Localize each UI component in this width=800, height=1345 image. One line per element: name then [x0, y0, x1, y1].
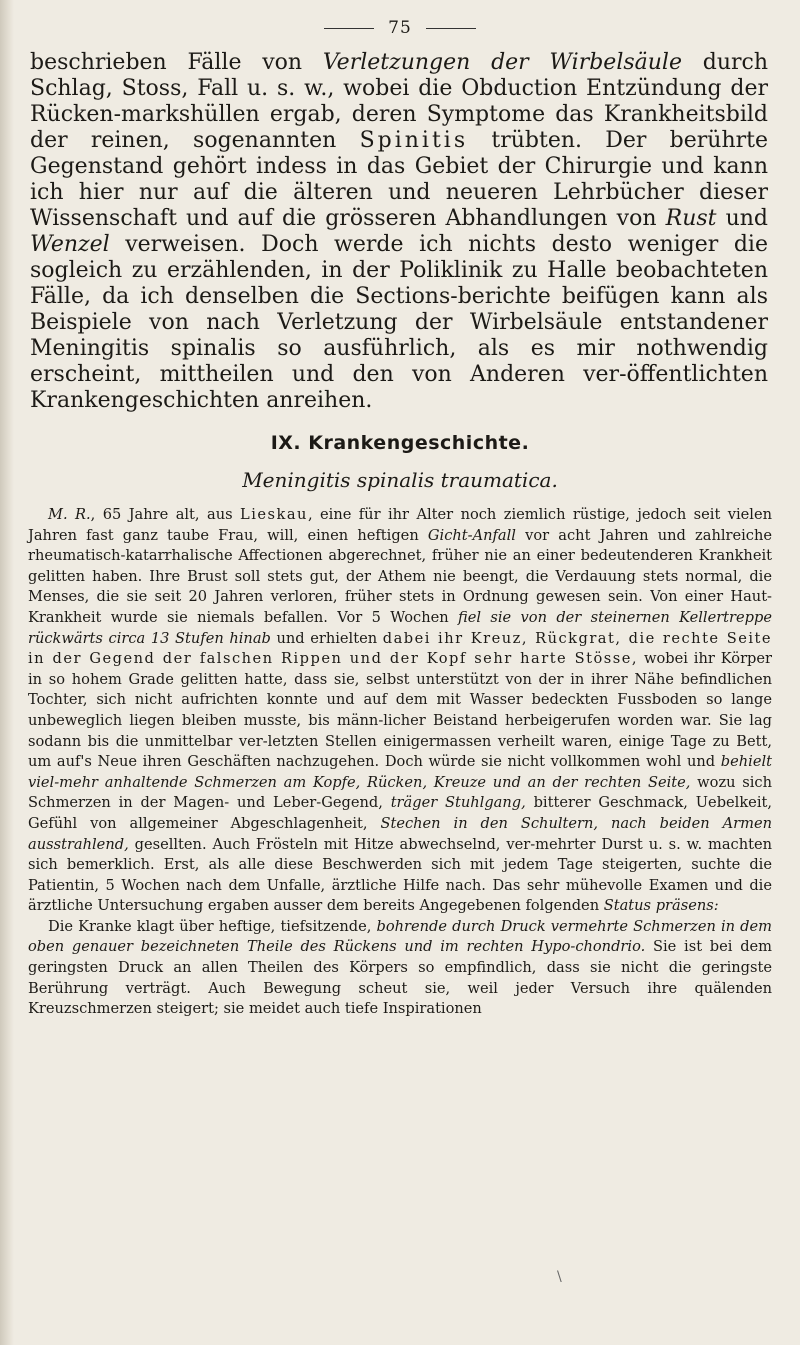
- text-run: trübten. Der berührte Gegenstand gehört indess in das Gebiet der Chirurgie und kann ich hier nur auf die älteren und neueren Lehrbücher dieser Wissenschaft und auf die grösseren Abhandlungen von: [30, 128, 768, 231]
- page-number: 75: [388, 18, 412, 38]
- spaced-term: Spinitis: [359, 128, 469, 153]
- case-paragraph: [28, 917, 772, 1020]
- header-rule-right: [426, 28, 476, 29]
- italic-run: träger Stuhlgang,: [390, 794, 526, 812]
- text-run: und: [716, 206, 769, 231]
- paragraph: [30, 50, 768, 414]
- page-header: [0, 14, 800, 42]
- italic-run: Gicht-Anfall: [427, 526, 516, 544]
- italic-run: Stechen in den Schultern, nach beiden Armen ausstrahlend,: [28, 814, 772, 853]
- page-gutter-edge: [0, 0, 14, 1345]
- author-name: Rust: [665, 206, 717, 231]
- text-run: bitterer Geschmack, Uebelkeit, Gefühl von allgemeiner Abgeschlagenheit,: [28, 794, 772, 832]
- text-run: wozu sich Schmerzen in der Magen- und Leber-Gegend,: [28, 773, 772, 812]
- case-history: [28, 505, 772, 1020]
- italic-run: Status präsens:: [603, 897, 719, 915]
- text-run: , 65 Jahre alt, aus: [90, 506, 241, 523]
- body-text: [30, 50, 768, 414]
- section-subtitle: Meningitis spinalis traumatica.: [242, 468, 558, 492]
- author-name: Wenzel: [30, 232, 110, 257]
- text-run: Die Kranke klagt über heftige, tiefsitzende,: [48, 917, 377, 935]
- italic-run: bohrende durch Druck vermehrte Schmerzen in dem oben genauer bezeichneten Theile des Rückens und im rechten Hypo-chondrio.: [28, 917, 773, 956]
- section-title: IX. Krankengeschichte.: [270, 432, 530, 454]
- italic-run: behielt viel-mehr anhaltende Schmerzen am Kopfe, Rücken, Kreuze und an der rechten Seite,: [28, 753, 772, 791]
- patient-initials: M. R.: [48, 506, 91, 523]
- case-paragraph: [28, 505, 772, 917]
- text-run: verweisen. Doch werde ich nichts desto weniger die sogleich zu erzählenden, in der Poliklinik zu Halle beobachteten Fälle, da ich denselben die Sections-berichte beifügen kann als Beispiele von nach Verletzung der Wirbelsäule entstandener Meningitis spinalis so ausführlich, als es mir nothwendig erscheint, mittheilen und den von Anderen ver-öffentlichten Krankengeschichten anreihen.: [30, 232, 768, 413]
- text-run: und erhielten: [270, 629, 383, 647]
- spaced-run: dabei ihr Kreuz, Rückgrat, die rechte Seite in der Gegend der falschen Rippen und der Kopf sehr harte Stösse,: [28, 629, 772, 668]
- text-run: gesellten. Auch Frösteln mit Hitze abwechselnd, ver-mehrter Durst u. s. w. machten sich bemerklich. Erst, als alle diese Beschwerden sich mit jedem Tage steigerten, suchte die Patientin, 5 Wochen nach dem Unfalle, ärztliche Hilfe nach. Das sehr mühevolle Examen und die ärztliche Untersuchung ergaben ausser dem bereits Angegebenen folgenden: [28, 835, 772, 915]
- text-run: durch Schlag, Stoss, Fall u. s. w., wobei die Obduction Entzündung der Rücken-markshüllen ergab, deren Symptome das Krankheitsbild der reinen, sogenannten: [30, 50, 768, 153]
- place-name: Lieskau: [240, 506, 308, 523]
- text-run: wobei ihr Körper in so hohem Grade gelitten hatte, dass sie, selbst unterstützt von der in ihrer Nähe befindlichen Tochter, sich nicht aufrichten konnte und auf dem mit Wasser bedeckten Fussboden so lange unbeweglich liegen bleiben musste, bis männ-licher Beistand herbeigerufen worden war. Sie lag sodann bis die unmittelbar ver-letzten Stellen einigermassen verheilt waren, einige Tage zu Bett, um auf's Neue ihren Geschäften nachzugehen. Doch würde sie nicht vollkommen wohl und: [28, 650, 772, 771]
- header-rule-left: [324, 28, 374, 29]
- italic-run: fiel sie von der steinernen Kellertreppe rückwärts circa 13 Stufen hinab: [28, 608, 772, 647]
- text-run: vor acht Jahren und zahlreiche rheumatisch-katarrhalische Affectionen abgerechnet, früher nie an einer bedeutenderen Krankheit gelitten haben. Ihre Brust soll stets gut, der Athem nie beengt, die Verdauung stets normal, die Menses, die sie seit 20 Jahren verloren, früher stets in Ordnung gewesen sein. Von einer Haut-Krankheit wurde sie niemals befallen. Vor 5 Wochen: [28, 526, 772, 626]
- stray-mark: \: [557, 1269, 562, 1285]
- italic-run: Verletzungen der Wirbelsäule: [322, 50, 682, 75]
- text-run: , eine für ihr Alter noch ziemlich rüstige, jedoch seit vielen Jahren fast ganz taube Frau, will, einen heftigen: [28, 506, 772, 544]
- text-run: beschrieben Fälle von: [30, 50, 323, 75]
- text-run: Sie ist bei dem geringsten Druck an allen Theilen des Körpers so empfindlich, dass sie nicht die geringste Berührung verträgt. Auch Bewegung scheut sie, weil jeder Versuch ihre quälenden Kreuzschmerzen steigert; sie meidet auch tiefe Inspirationen: [28, 938, 773, 1018]
